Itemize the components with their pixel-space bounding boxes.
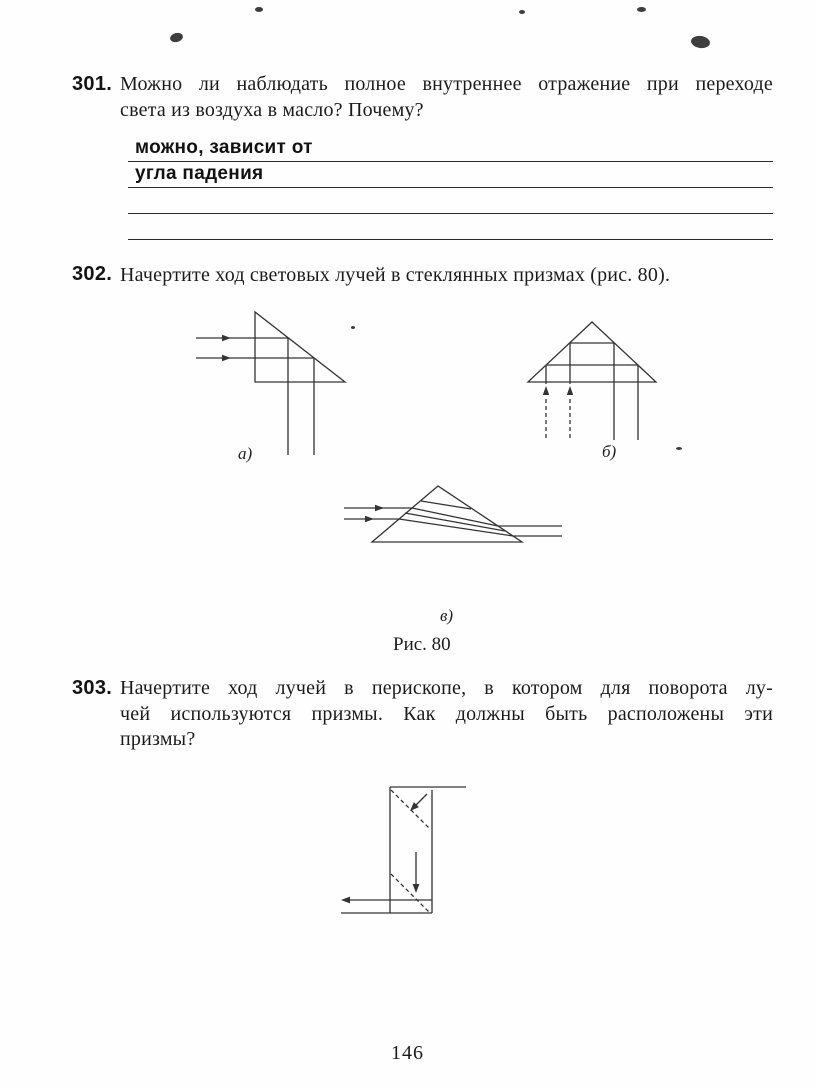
problem-302-number: 302. [72,263,113,285]
problem-301-text-line: света из воздуха в масло? Почему? [120,98,424,121]
problem-303-text [120,676,773,753]
problem-302-text-line: Начертите ход световых лучей в стеклянных призмах (рис. 80). [120,264,671,286]
figure-80-prism-a [196,312,345,455]
answer-ruled-line [128,188,773,214]
handwritten-answer: угла падения [135,163,264,184]
scan-speck [637,7,646,12]
scan-speck [676,447,682,450]
figure-80-prism-v [344,486,562,542]
scan-speck [690,35,710,50]
figure-80-label-b: б) [602,442,617,461]
figure-80-prism-b [528,322,656,440]
scan-speck [351,326,355,329]
answer-ruled-line [128,214,773,240]
figure-80-label-v: в) [440,606,454,625]
answer-ruled-line [128,162,773,188]
problem-301-text-line: Можно ли наблюдать полное внутреннее отражение при переходе [120,73,773,95]
scan-speck [255,7,263,12]
figure-periscope [341,787,466,913]
scan-speck [519,10,525,14]
problem-303-text-line: чей используются призмы. Как должны быть расположены эти [120,702,773,725]
problem-303-text-line: Начертите ход лучей в перископе, в котором для поворота лу- [120,677,773,699]
problem-301-number: 301. [72,73,113,95]
problem-301-text [120,72,773,123]
handwritten-answer [128,211,135,213]
problem-303-text-line: призмы? [120,728,196,750]
answer-ruled-line [128,136,773,162]
scan-speck [169,31,184,43]
handwritten-answer: можно, зависит от [135,137,313,158]
page-number: 146 [391,1042,424,1064]
handwritten-answer [128,237,135,239]
problem-302-text [120,263,773,289]
figure-80-caption: Рис. 80 [393,634,451,655]
answer-area-301 [128,136,773,240]
figure-80-label-a: а) [238,444,253,463]
problem-303-number: 303. [72,677,113,699]
